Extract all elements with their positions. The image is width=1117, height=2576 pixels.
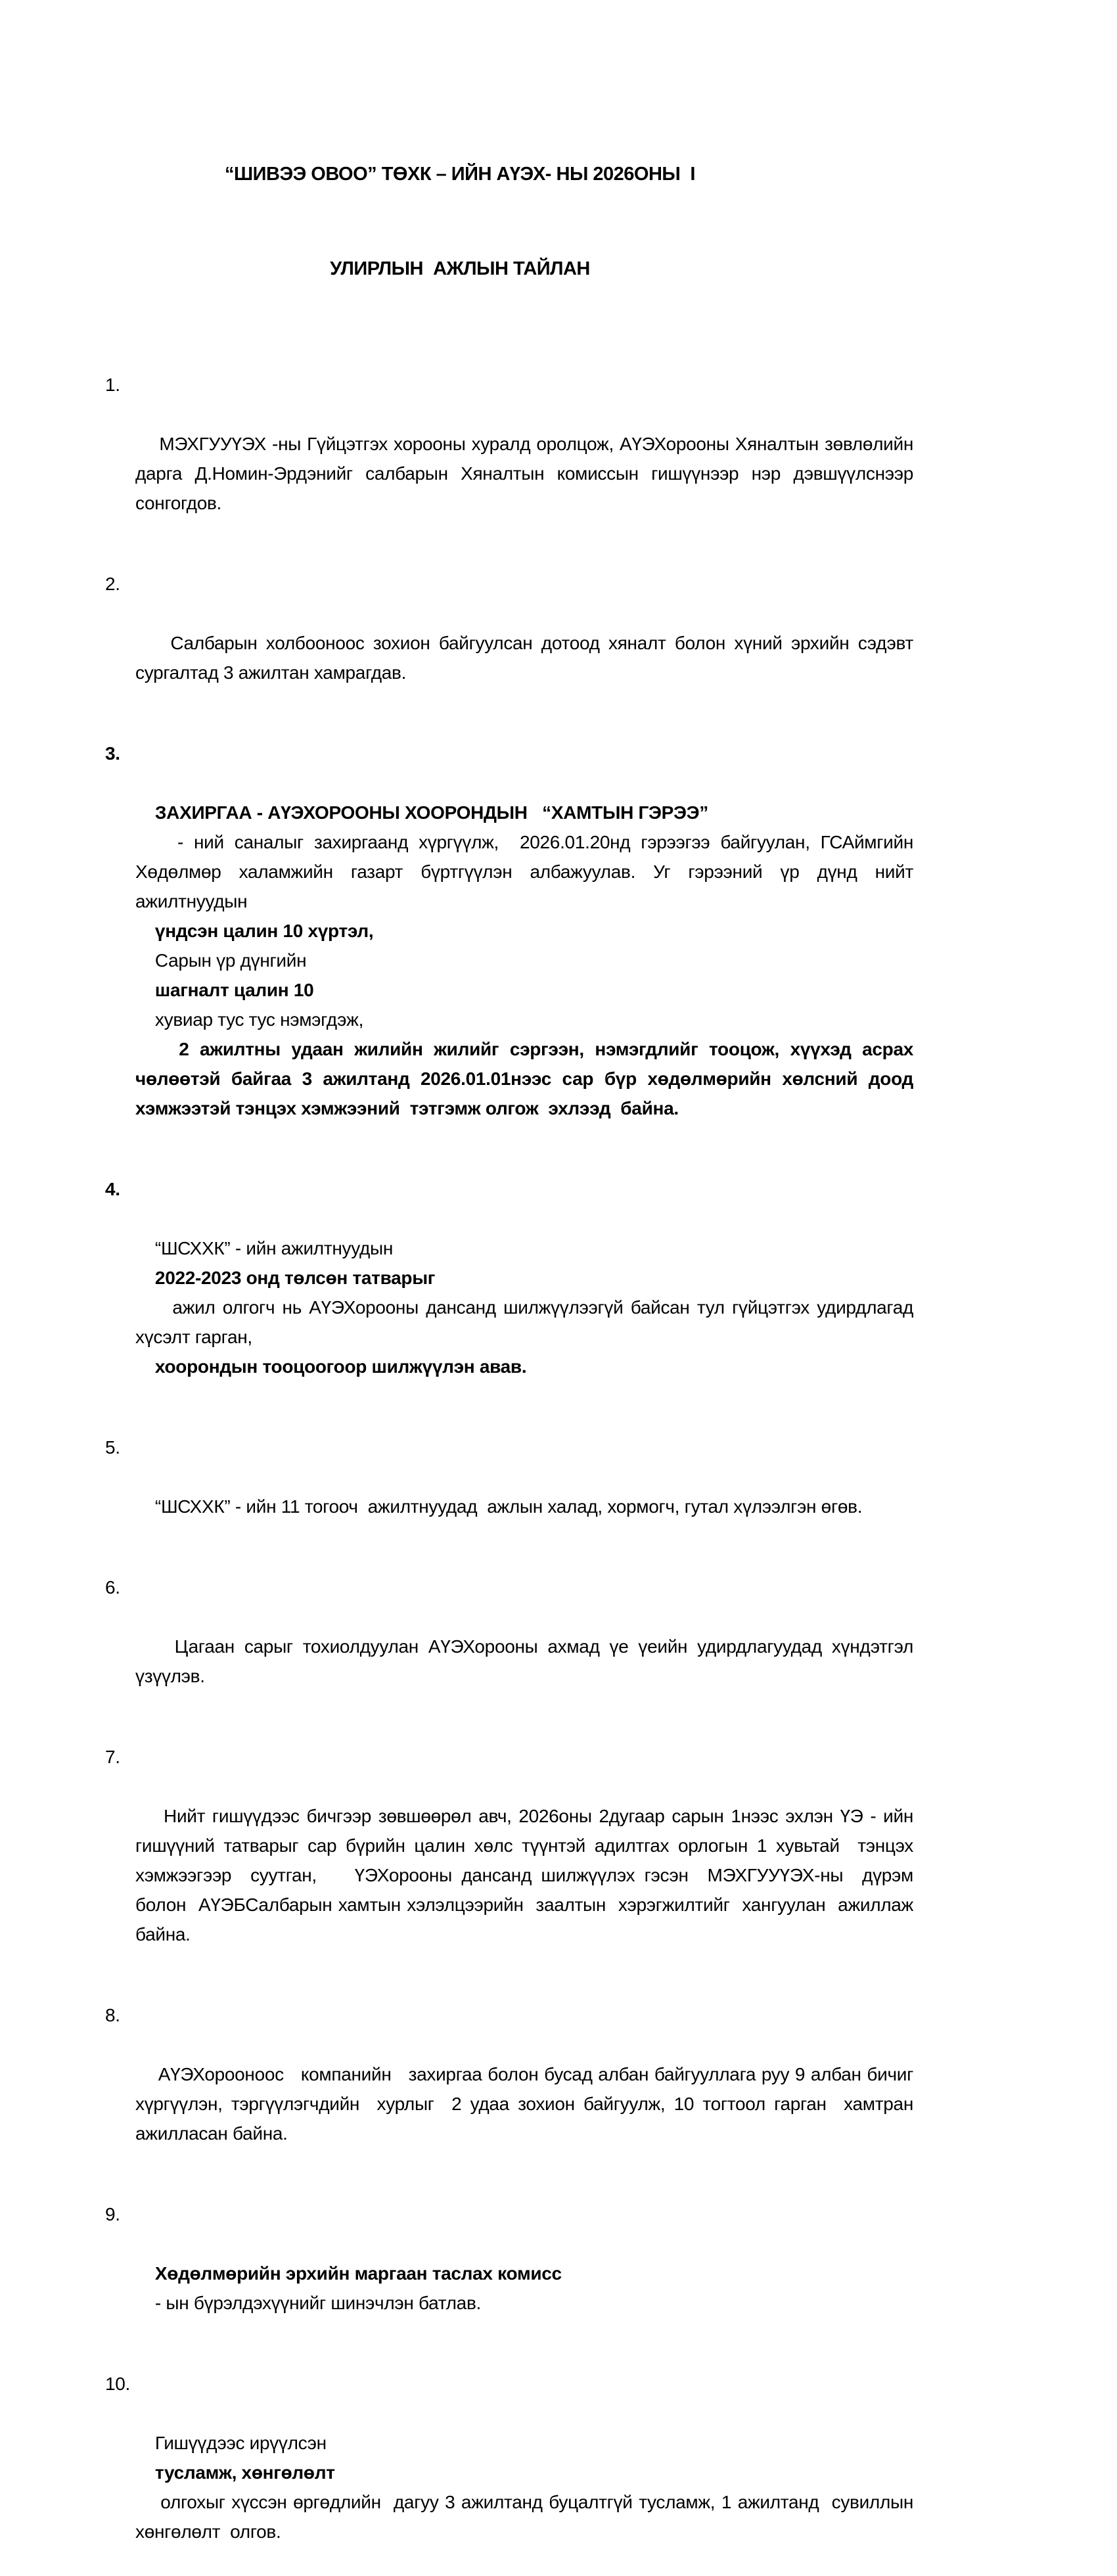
list-item-1-number: 1. xyxy=(105,375,120,395)
report-title xyxy=(105,95,913,348)
text-run: Нийт гишүүдээс бичгээр зөвшөөрөл авч, 2026оны 2дугаар сарын 1нээс эхлэн ҮЭ - ийн гишүүний татварыг сар бүрийн цалин хөлс түүнтэй адилтгах орлогын 1 хувьтай тэнцэх хэмжээгээр суутган, ҮЭХорооны дансанд шилжүүлэх гэсэн МЭХГУУҮЭХ-ны дүрэм болон АҮЭБСалбарын хамтын хэлэлцээрийн заалтын хэрэгжилтийг хангуулан ажиллаж байна. xyxy=(135,1806,923,1944)
list-item-4-number: 4. xyxy=(105,1179,120,1199)
text-run: - ын бүрэлдэхүүнийг шинэчлэн батлав. xyxy=(154,2293,482,2313)
list-item-4 xyxy=(105,1174,919,1411)
list-item-9-number: 9. xyxy=(105,2204,120,2224)
text-run: Сарын үр дүнгийн xyxy=(154,950,311,971)
text-run: ажил олгогч нь АҮЭХорооны дансанд шилжүүлээгүй байсан тул гүйцэтгэх удирдлагад хүсэлт гарган, xyxy=(135,1297,919,1347)
report-title-line1: “ШИВЭЭ ОВОО” ТӨХК – ИЙН АҮЭХ- НЫ 2026ОНЫ I xyxy=(225,164,695,185)
list-item-3 xyxy=(105,739,919,1153)
text-run: АҮЭХорооноос компанийн захиргаа болон бусад албан байгууллага руу 9 албан бичиг хүргүүлэн, тэргүүлэгчдийн хурлыг 2 удаа зохион байгуулж, 10 тогтоол гарган хамтран ажилласан байна. xyxy=(135,2064,919,2144)
list-item-1 xyxy=(105,370,919,547)
list-item-7-number: 7. xyxy=(105,1747,120,1767)
text-run: хувиар тус тус нэмэгдэж, xyxy=(154,1009,369,1030)
text-run: ЗАХИРГАА - АҮЭХОРООНЫ ХООРОНДЫН “ХАМТЫН ГЭРЭЭ” xyxy=(154,802,714,823)
report-title-line2: УЛИРЛЫН АЖЛЫН ТАЙЛАН xyxy=(330,258,590,279)
list-item-7 xyxy=(105,1742,923,1979)
text-run: - ний саналыг захиргаанд хүргүүлж, 2026.01.20нд гэрээгээ байгуулан, ГСАймгийн Хөдөлмөр халамжийн газарт бүртгүүлэн албажуулав. Уг гэрээний үр дүнд нийт ажилтнуудын xyxy=(135,832,919,911)
list-item-8 xyxy=(105,2000,919,2178)
text-run: хоорондын тооцоогоор шилжүүлэн авав. xyxy=(154,1356,527,1377)
text-run: үндсэн цалин 10 хүртэл, xyxy=(154,921,378,941)
text-run: шагналт цалин 10 xyxy=(154,980,319,1000)
text-run: Салбарын холбооноос зохион байгуулсан дотоод хяналт болон хүний эрхийн сэдэвт сургалтад 3 ажилтан хамрагдав. xyxy=(135,633,919,683)
list-item-5 xyxy=(105,1433,913,1551)
text-run: МЭХГУУҮЭХ -ны Гүйцэтгэх хорооны хуралд оролцож, АҮЭХорооны Хяналтын зөвлөлийн дарга Д.Номин-Эрдэнийг салбарын Хяналтын комиссын гишүүнээр нэр дэвшүүлснээр сонгогдов. xyxy=(135,434,919,513)
text-run: тусламж, хөнгөлөлт xyxy=(154,2462,340,2483)
list-item-5-number: 5. xyxy=(105,1437,120,1458)
text-run: 2022-2023 онд төлсөн татварыг xyxy=(154,1268,440,1288)
list-item-10-number: 10. xyxy=(105,2374,131,2394)
text-run: Цагаан сарыг тохиолдуулан АҮЭХорооны ахмад үе үеийн удирдлагуудад хүндэтгэл үзүүлэв. xyxy=(135,1636,919,1686)
text-run: Гишүүдээс ирүүлсэн xyxy=(154,2433,336,2453)
list-item-9 xyxy=(105,2199,913,2347)
list-item-6 xyxy=(105,1573,919,1720)
list-item-8-number: 8. xyxy=(105,2005,120,2025)
list-item-3-number: 3. xyxy=(105,743,120,764)
text-run: Хөдөлмөрийн эрхийн маргаан таслах комисс xyxy=(154,2263,567,2284)
list-item-6-number: 6. xyxy=(105,1577,120,1598)
text-run: “ШСХХК” - ийн 11 тогооч ажилтнуудад ажлын халад, хормогч, гутал хүлээлгэн өгөв. xyxy=(154,1496,863,1517)
text-run: 2 ажилтны удаан жилийн жилийг сэргээн, нэмэгдлийг тооцож, хүүхэд асрах чөлөөтэй байгаа 3 ажилтанд 2026.01.01нээс сар бүр хөдөлмөрийн хөлсний доод хэмжээтэй тэнцэх хэмжээний тэтгэмж олгож эхлээд байна. xyxy=(135,1039,919,1118)
text-run: “ШСХХК” - ийн ажилтнуудын xyxy=(154,1238,398,1258)
list-item-2 xyxy=(105,569,919,717)
list-item-2-number: 2. xyxy=(105,574,120,594)
list-item-10 xyxy=(105,2369,923,2576)
text-run: олгохыг хүссэн өргөдлийн дагуу 3 ажилтанд буцалтгүй тусламж, 1 ажилтанд сувиллын хөнгөлөлт олгов. xyxy=(135,2492,923,2542)
